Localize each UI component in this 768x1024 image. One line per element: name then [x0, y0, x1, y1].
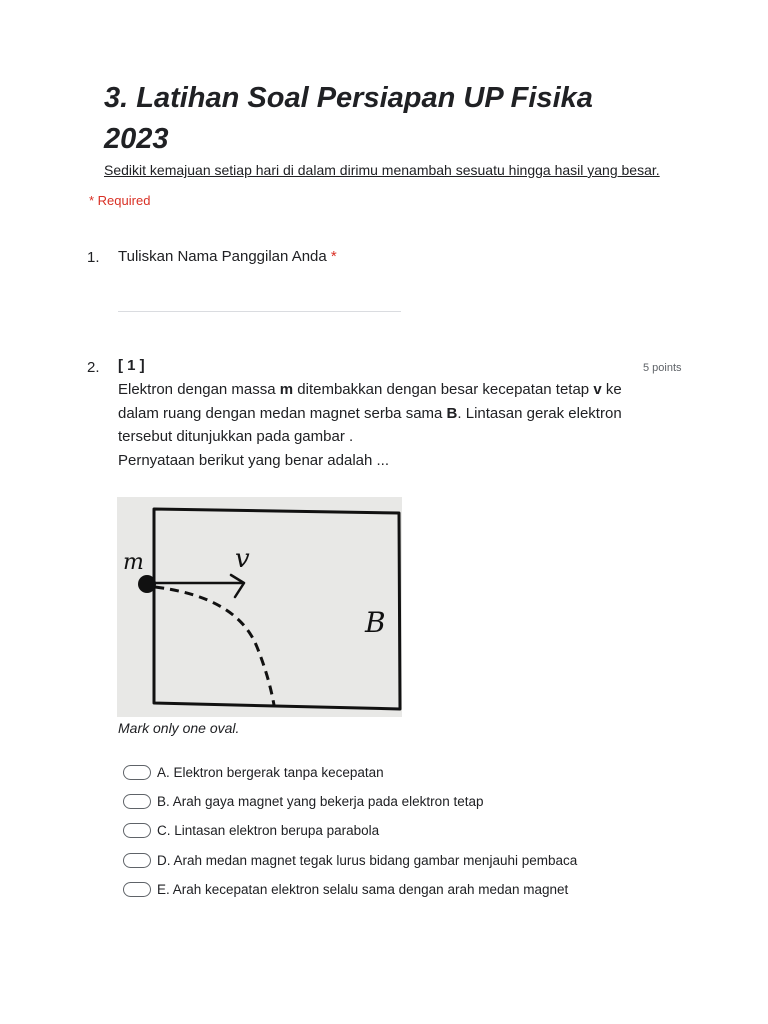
answer-options — [123, 758, 577, 904]
option-b[interactable] — [123, 787, 577, 816]
statement-part-1: Elektron dengan massa — [118, 381, 280, 398]
figure-label-v: v — [235, 544, 250, 574]
statement-part-4: . Lintasan gerak elektron tersebut ditunjukkan pada gambar . — [118, 404, 622, 445]
question-2-header: [ 1 ] — [118, 357, 145, 374]
figure-label-B: B — [365, 606, 386, 639]
question-1-text: Tuliskan Nama Panggilan Anda — [118, 248, 327, 265]
radio-oval-a[interactable] — [123, 765, 151, 780]
option-c[interactable] — [123, 816, 577, 845]
statement-part-3: ke dalam ruang dengan medan magnet serba sama — [118, 381, 622, 422]
question-2-instruction: Mark only one oval. — [118, 720, 240, 736]
question-2-statement — [118, 378, 638, 449]
field-symbol: B — [446, 404, 458, 422]
question-1-label — [118, 248, 337, 265]
option-e[interactable] — [123, 875, 577, 904]
radio-oval-e[interactable] — [123, 882, 151, 897]
figure-label-m: m — [123, 550, 144, 575]
option-c-label: C. Lintasan elektron berupa parabola — [157, 823, 380, 839]
question-2-points: 5 points — [643, 362, 682, 374]
electron-path-figure — [117, 497, 402, 717]
required-note: * Required — [89, 193, 151, 208]
radio-oval-d[interactable] — [123, 853, 151, 868]
required-asterisk: * — [330, 248, 337, 265]
question-2-number: 2. — [87, 359, 100, 376]
nickname-answer-field[interactable] — [118, 311, 401, 312]
question-2-prompt: Pernyataan berikut yang benar adalah ... — [118, 451, 390, 469]
option-a[interactable] — [123, 758, 577, 787]
option-d[interactable] — [123, 846, 577, 875]
option-d-label: D. Arah medan magnet tegak lurus bidang gambar menjauhi pembaca — [157, 852, 578, 868]
question-1-number: 1. — [87, 249, 100, 266]
question-2-body — [118, 378, 638, 472]
statement-part-2: ditembakkan dengan besar kecepatan tetap — [293, 381, 594, 398]
option-a-label: A. Elektron bergerak tanpa kecepatan — [157, 765, 384, 781]
electron-dot — [138, 575, 156, 593]
radio-oval-b[interactable] — [123, 794, 151, 809]
velocity-symbol: v — [593, 381, 602, 398]
mass-symbol: m — [279, 381, 294, 398]
option-e-label: E. Arah kecepatan elektron selalu sama dengan arah medan magnet — [157, 881, 569, 897]
form-title: 3. Latihan Soal Persiapan UP Fisika 2023 — [104, 82, 593, 155]
radio-oval-c[interactable] — [123, 823, 151, 838]
form-subtitle: Sedikit kemajuan setiap hari di dalam dirimu menambah sesuatu hingga hasil yang besar. — [104, 162, 660, 178]
option-b-label: B. Arah gaya magnet yang bekerja pada elektron tetap — [157, 794, 484, 810]
